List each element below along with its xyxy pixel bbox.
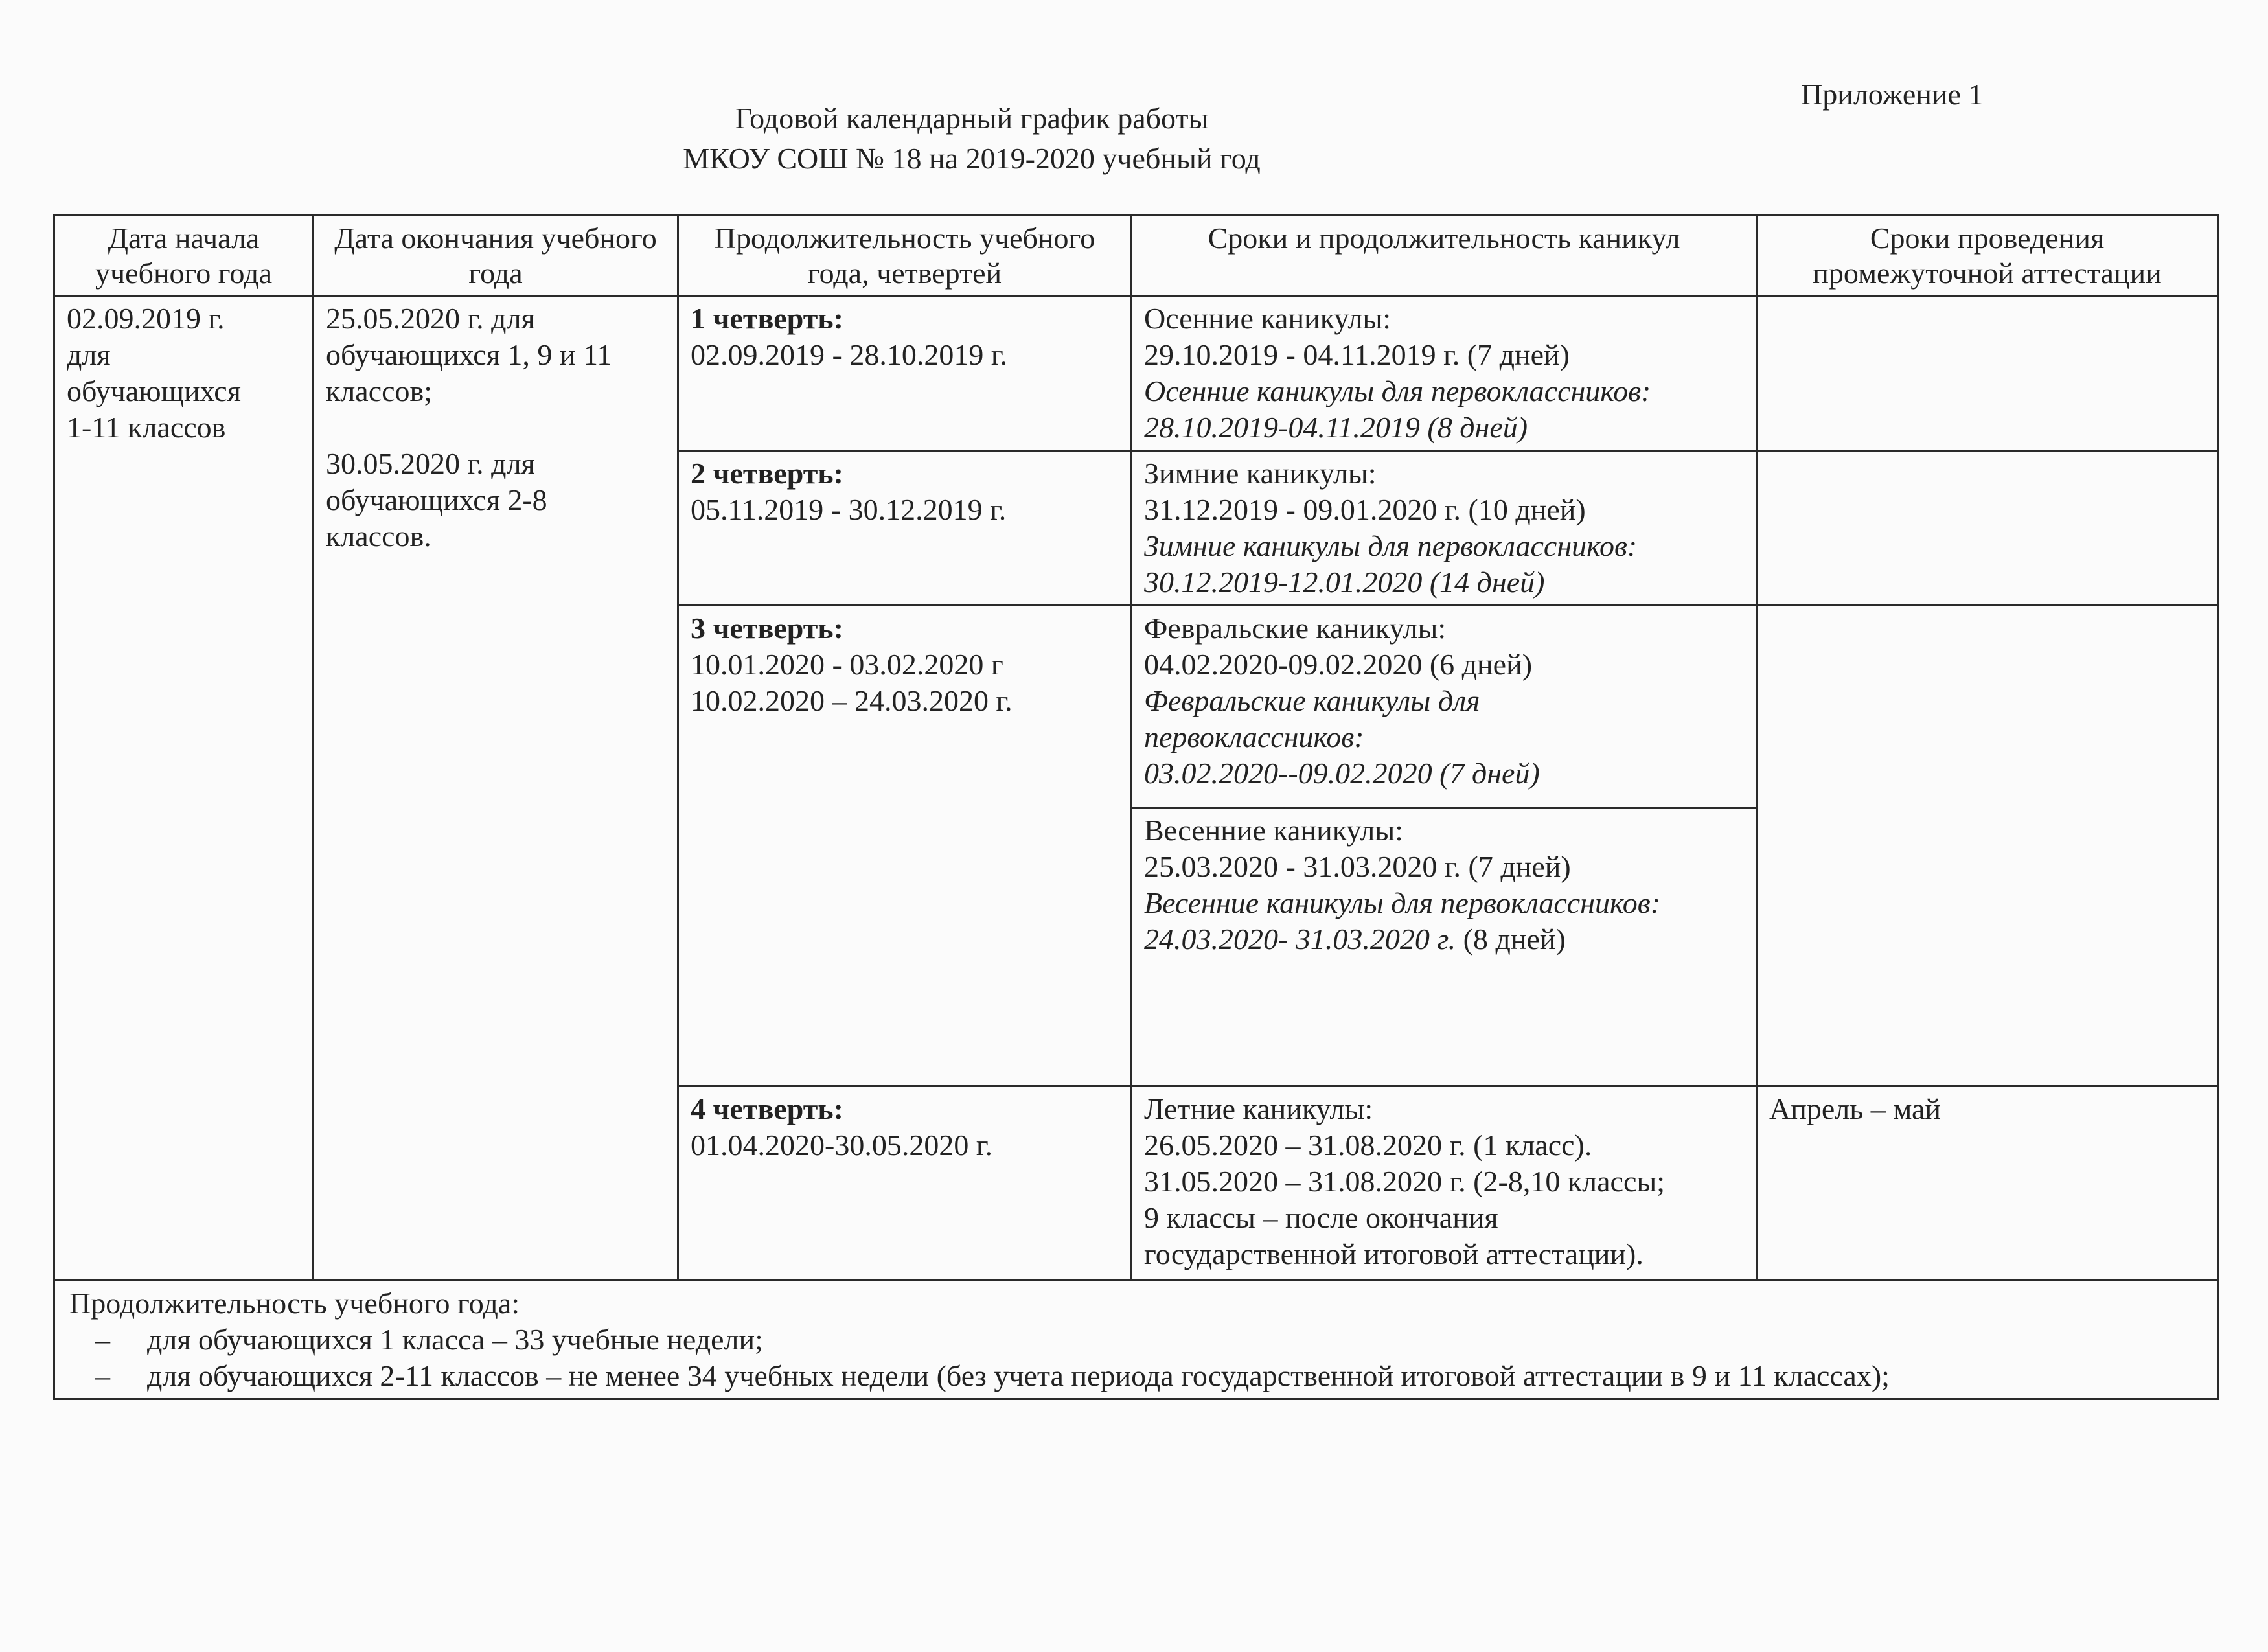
spring-first-grade-line xyxy=(1144,921,1744,958)
footer-item-2-text: для обучающихся 2-11 классов – не менее 34 учебных недели (без учета периода государственной итоговой аттестации в 9 и 11 классах); xyxy=(147,1359,1890,1392)
winter-holidays-dates: 31.12.2019 - 09.01.2020 г. (10 дней) xyxy=(1144,493,1586,526)
quarter-1-name: 1 четверть: xyxy=(691,302,843,335)
blank-line xyxy=(326,409,665,446)
title-line-1: Годовой календарный график работы xyxy=(735,102,1209,135)
autumn-first-grade-label: Осенние каникулы для первоклассников: xyxy=(1144,374,1651,407)
february-holidays-cell xyxy=(1132,606,1757,808)
dash-marker: – xyxy=(95,1323,110,1356)
end-date-cell xyxy=(314,296,678,1281)
quarter-2-cell xyxy=(678,451,1132,606)
header-row xyxy=(54,215,2218,296)
quarter-3-dates: 10.01.2020 - 03.02.2020 г xyxy=(691,648,1003,681)
attestation-cell-q3 xyxy=(1757,606,2218,1086)
footer-cell xyxy=(54,1281,2218,1399)
february-first-grade-label: Февральские каникулы для xyxy=(1144,684,1480,717)
spring-first-grade-label: Весенние каникулы для первоклассников: xyxy=(1144,886,1661,919)
header-duration: Продолжительность учебного года, четвертей xyxy=(678,215,1132,296)
start-date-line: 02.09.2019 г. xyxy=(67,302,225,335)
summer-holidays-line: государственной итоговой аттестации). xyxy=(1144,1237,1644,1270)
winter-holidays-cell xyxy=(1132,451,1757,606)
quarter-2-dates: 05.11.2019 - 30.12.2019 г. xyxy=(691,493,1007,526)
autumn-holidays-cell xyxy=(1132,296,1757,451)
header-start-date: Дата начала учебного года xyxy=(54,215,314,296)
autumn-holidays-dates: 29.10.2019 - 04.11.2019 г. (7 дней) xyxy=(1144,338,1570,371)
february-first-grade-dates: 03.02.2020--09.02.2020 (7 дней) xyxy=(1144,757,1540,790)
attestation-cell-q2 xyxy=(1757,451,2218,606)
footer-heading: Продолжительность учебного года: xyxy=(69,1287,520,1320)
quarter-3-cell xyxy=(678,606,1132,1086)
start-date-line: для xyxy=(67,338,111,371)
end-date-line: классов; xyxy=(326,374,433,407)
appendix-label: Приложение 1 xyxy=(1801,78,1984,111)
footer-item-1 xyxy=(69,1322,2205,1358)
start-date-line: 1-11 классов xyxy=(67,411,226,444)
quarter-4-name: 4 четверть: xyxy=(691,1092,843,1125)
dash-marker: – xyxy=(95,1359,110,1392)
end-date-line: 25.05.2020 г. для xyxy=(326,302,535,335)
spring-first-grade-days: (8 дней) xyxy=(1463,923,1566,956)
february-holidays-dates: 04.02.2020-09.02.2020 (6 дней) xyxy=(1144,648,1533,681)
summer-holidays-cell xyxy=(1132,1086,1757,1281)
quarter-1-cell xyxy=(678,296,1132,451)
start-date-cell xyxy=(54,296,314,1281)
title-line-2: МКОУ СОШ № 18 на 2019-2020 учебный год xyxy=(683,142,1261,175)
quarter-3-name: 3 четверть: xyxy=(691,612,843,645)
attestation-q4-text: Апрель – май xyxy=(1769,1092,1942,1125)
quarter-4-dates: 01.04.2020-30.05.2020 г. xyxy=(691,1129,992,1162)
autumn-holidays-name: Осенние каникулы: xyxy=(1144,302,1392,335)
end-date-line: обучающихся 2-8 xyxy=(326,483,547,516)
header-attestation: Сроки проведения промежуточной аттестации xyxy=(1757,215,2218,296)
footer-item-2 xyxy=(69,1358,2205,1394)
quarter-1-dates: 02.09.2019 - 28.10.2019 г. xyxy=(691,338,1007,371)
attestation-cell-q1 xyxy=(1757,296,2218,451)
footer-item-1-text: для обучающихся 1 класса – 33 учебные недели; xyxy=(147,1323,763,1356)
document-title xyxy=(363,98,1581,179)
spring-holidays-name: Весенние каникулы: xyxy=(1144,814,1404,847)
winter-first-grade-dates: 30.12.2019-12.01.2020 (14 дней) xyxy=(1144,566,1545,599)
attestation-cell-q4 xyxy=(1757,1086,2218,1281)
quarter-2-name: 2 четверть: xyxy=(691,457,843,490)
february-first-grade-label: первоклассников: xyxy=(1144,720,1364,753)
start-date-line: обучающихся xyxy=(67,374,241,407)
spring-holidays-cell xyxy=(1132,808,1757,1086)
end-date-line: классов. xyxy=(326,520,431,553)
header-holidays: Сроки и продолжительность каникул xyxy=(1132,215,1757,296)
autumn-first-grade-dates: 28.10.2019-04.11.2019 (8 дней) xyxy=(1144,411,1528,444)
february-holidays-name: Февральские каникулы: xyxy=(1144,612,1447,645)
footer-row xyxy=(54,1281,2218,1399)
end-date-line: 30.05.2020 г. для xyxy=(326,447,535,480)
winter-holidays-name: Зимние каникулы: xyxy=(1144,457,1377,490)
schedule-table xyxy=(53,214,2219,1400)
quarter-3-dates: 10.02.2020 – 24.03.2020 г. xyxy=(691,684,1013,717)
summer-holidays-line: 31.05.2020 – 31.08.2020 г. (2-8,10 классы; xyxy=(1144,1165,1666,1198)
summer-holidays-line: 26.05.2020 – 31.08.2020 г. (1 класс). xyxy=(1144,1129,1592,1162)
header-end-date: Дата окончания учебного года xyxy=(314,215,678,296)
quarter-4-cell xyxy=(678,1086,1132,1281)
summer-holidays-name: Летние каникулы: xyxy=(1144,1092,1373,1125)
table-row-quarter-1 xyxy=(54,296,2218,451)
end-date-line: обучающихся 1, 9 и 11 xyxy=(326,338,612,371)
summer-holidays-line: 9 классы – после окончания xyxy=(1144,1201,1498,1234)
winter-first-grade-label: Зимние каникулы для первоклассников: xyxy=(1144,529,1638,562)
spring-first-grade-dates: 24.03.2020- 31.03.2020 г. xyxy=(1144,923,1456,956)
spring-holidays-dates: 25.03.2020 - 31.03.2020 г. (7 дней) xyxy=(1144,850,1571,883)
